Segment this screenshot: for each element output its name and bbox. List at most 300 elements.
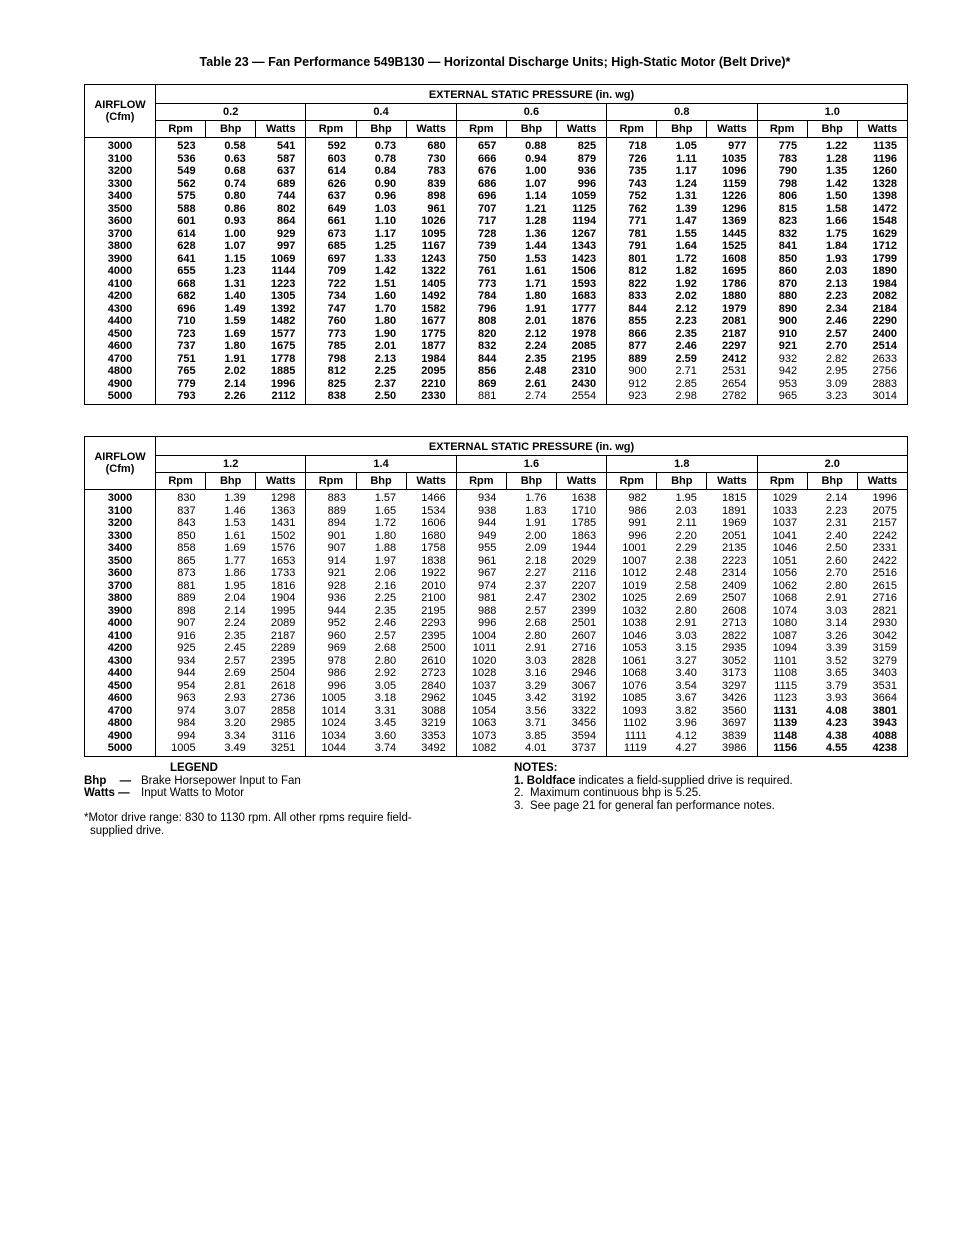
table-cell: 784 <box>478 290 497 302</box>
table-cell: 1984 <box>872 277 897 290</box>
table-cell: 1.42 <box>374 265 397 277</box>
table-row <box>85 353 908 366</box>
table-cell: 1007 <box>622 554 647 567</box>
table-row <box>85 378 908 391</box>
table-cell: 1.44 <box>525 240 547 252</box>
table-cell: 923 <box>628 390 647 402</box>
table-cell: 1996 <box>256 378 306 391</box>
table-cell: 934 <box>478 492 497 504</box>
table-cell: 2242 <box>872 529 897 542</box>
table-cell: 2828 <box>557 655 607 668</box>
table-cell: 2187 <box>256 630 306 643</box>
table-row <box>85 730 908 743</box>
table-cell: 1004 <box>471 629 497 642</box>
table-cell: 1243 <box>406 253 456 266</box>
column-header: Bhp <box>206 473 256 490</box>
table-cell: 1.83 <box>525 504 547 517</box>
table-cell: 1.39 <box>224 492 246 504</box>
table-cell: 1775 <box>406 328 456 341</box>
table-cell: 1111 <box>624 729 647 742</box>
table-cell: 536 <box>177 152 196 165</box>
table-cell: 2.11 <box>676 517 697 529</box>
table-cell: 685 <box>327 240 346 252</box>
table-cell: 1445 <box>707 228 757 241</box>
airflow-header: AIRFLOW (Cfm) <box>85 437 156 490</box>
table-cell: 838 <box>327 390 346 402</box>
table-cell: 2.57 <box>825 327 848 340</box>
table-cell: 0.74 <box>224 177 246 190</box>
table-cell: 1.97 <box>374 554 397 567</box>
table-cell: 709 <box>327 265 346 277</box>
table-cell: 1080 <box>772 617 798 629</box>
table-cell: 1.36 <box>525 227 547 240</box>
table-cell: 3426 <box>707 692 757 705</box>
table-cell: 1.10 <box>374 215 397 227</box>
footnote <box>84 812 476 837</box>
table-cell: 2.85 <box>675 377 697 390</box>
table-cell: 2290 <box>872 315 897 327</box>
table-cell: 1139 <box>773 717 798 729</box>
table-cell: 1025 <box>622 592 647 604</box>
table-row <box>85 742 908 756</box>
table-cell: 1159 <box>707 178 757 191</box>
legend-definition: Input Watts to Motor <box>141 787 245 799</box>
table-cell: 1267 <box>557 228 607 241</box>
table-cell: 2314 <box>707 567 757 580</box>
table-cell: 1.31 <box>224 277 246 290</box>
table-cell: 2.91 <box>525 642 547 654</box>
table-cell: 3986 <box>707 742 757 756</box>
table-cell: 796 <box>478 302 497 315</box>
table-cell: 2293 <box>406 617 456 630</box>
table-cell: 1996 <box>872 492 897 504</box>
table-cell: 735 <box>628 165 647 177</box>
table-cell: 3.60 <box>374 729 397 742</box>
table-cell: 2.81 <box>224 679 246 692</box>
table-cell: 974 <box>478 579 497 592</box>
table-cell: 2310 <box>557 365 607 378</box>
table-cell: 889 <box>177 592 196 604</box>
table-row <box>85 717 908 730</box>
table-cell: 1.57 <box>374 492 397 504</box>
table-cell: 2.46 <box>374 617 397 629</box>
table-cell: 2395 <box>256 655 306 668</box>
table-cell: 781 <box>628 227 647 240</box>
table-cell: 3192 <box>557 692 607 705</box>
table-cell: 2100 <box>406 592 456 605</box>
table-cell: 717 <box>478 215 497 227</box>
table-cell: 960 <box>327 629 346 642</box>
table-cell: 843 <box>177 517 196 529</box>
table-cell: 765 <box>177 365 196 377</box>
table-cell: 2085 <box>557 340 607 353</box>
airflow-cell: 4700 <box>85 705 156 718</box>
table-cell: 1.23 <box>224 265 246 277</box>
table-cell: 3.16 <box>525 667 547 679</box>
table-cell: 3088 <box>406 705 456 718</box>
table-cell: 541 <box>256 138 306 153</box>
table-cell: 1978 <box>557 328 607 341</box>
table-cell: 963 <box>177 692 196 704</box>
table-cell: 1.65 <box>374 504 397 517</box>
table-row <box>85 228 908 241</box>
table-cell: 3.93 <box>825 692 848 704</box>
column-header: Watts <box>707 473 757 490</box>
table-cell: 3159 <box>872 642 897 654</box>
table-cell: 2607 <box>557 630 607 643</box>
table-cell: 2400 <box>872 327 897 340</box>
table-cell: 0.90 <box>374 177 397 190</box>
table-cell: 2883 <box>872 377 897 390</box>
table-cell: 889 <box>327 504 346 517</box>
table-cell: 901 <box>327 529 346 542</box>
table-cell: 1.46 <box>224 504 246 517</box>
table-cell: 2.12 <box>675 302 697 315</box>
table-cell: 1677 <box>406 315 456 328</box>
table-row <box>85 340 908 353</box>
table-cell: 944 <box>478 517 497 529</box>
table-cell: 2.74 <box>525 390 547 402</box>
table-cell: 562 <box>177 177 196 190</box>
airflow-cell: 3100 <box>85 153 156 166</box>
pressure-group-header: 0.4 <box>306 104 456 121</box>
table-cell: 680 <box>406 138 456 153</box>
table-cell: 0.63 <box>224 152 246 165</box>
table-cell: 2.37 <box>374 377 397 390</box>
table-cell: 2.91 <box>675 617 697 629</box>
table-cell: 1629 <box>872 227 897 240</box>
airflow-cell: 4900 <box>85 378 156 391</box>
table-cell: 1093 <box>622 704 647 717</box>
table-cell: 1019 <box>622 579 647 592</box>
table-cell: 907 <box>177 617 196 629</box>
table-cell: 3251 <box>256 742 306 756</box>
table-cell: 2516 <box>872 567 897 579</box>
table-cell: 3.40 <box>675 667 697 679</box>
table-cell: 996 <box>628 529 647 542</box>
table-cell: 2.38 <box>675 554 697 567</box>
notes <box>514 762 914 812</box>
table-cell: 1608 <box>707 253 757 266</box>
table-cell: 3.15 <box>675 642 697 654</box>
table-cell: 881 <box>478 390 497 402</box>
notes-heading: NOTES: <box>514 762 558 774</box>
table-cell: 751 <box>177 352 196 365</box>
table-cell: 850 <box>177 529 196 542</box>
table-cell: 2.29 <box>675 542 697 554</box>
table-cell: 0.96 <box>374 190 397 202</box>
table-cell: 1369 <box>707 215 757 228</box>
airflow-cell: 3100 <box>85 505 156 518</box>
table-cell: 1.92 <box>675 277 697 290</box>
table-cell: 1.76 <box>525 492 547 504</box>
table-cell: 949 <box>478 529 497 542</box>
table-cell: 2.47 <box>525 592 547 604</box>
table-cell: 1033 <box>772 504 798 517</box>
airflow-cell: 3000 <box>85 138 156 153</box>
table-row <box>85 530 908 543</box>
table-row <box>85 303 908 316</box>
pressure-group-header: 1.4 <box>306 456 456 473</box>
table-cell: 1431 <box>256 517 306 530</box>
table-cell: 587 <box>256 153 306 166</box>
table-cell: 1012 <box>622 567 647 579</box>
table-cell: 1838 <box>406 555 456 568</box>
table-cell: 2.23 <box>825 290 848 302</box>
table-cell: 837 <box>177 504 196 517</box>
table-row <box>85 390 908 404</box>
airflow-cell: 3000 <box>85 490 156 505</box>
table-cell: 1094 <box>772 642 798 654</box>
table-cell: 2135 <box>707 542 757 555</box>
table-cell: 1062 <box>772 579 798 592</box>
table-cell: 3.96 <box>675 717 697 729</box>
table-cell: 1.69 <box>224 327 246 340</box>
table-cell: 2985 <box>256 717 306 730</box>
table-cell: 912 <box>628 377 647 390</box>
table-cell: 1.53 <box>525 252 547 265</box>
table-cell: 3116 <box>256 730 306 743</box>
table-cell: 1.53 <box>224 517 246 529</box>
table-cell: 1548 <box>872 215 897 227</box>
table-cell: 2.03 <box>825 265 848 277</box>
table-cell: 2010 <box>406 580 456 593</box>
table-cell: 1.64 <box>675 240 697 252</box>
table-cell: 1260 <box>872 165 897 177</box>
table-cell: 825 <box>557 138 607 153</box>
table-cell: 1135 <box>873 140 897 152</box>
table-cell: 601 <box>177 215 196 227</box>
table-cell: 1119 <box>623 742 647 754</box>
table-cell: 1.91 <box>525 517 547 529</box>
table-cell: 934 <box>177 654 196 667</box>
table-cell: 783 <box>406 165 456 178</box>
table-row <box>85 165 908 178</box>
table-cell: 2.35 <box>224 629 246 642</box>
column-header: Watts <box>406 121 456 138</box>
table-cell: 1082 <box>471 742 497 754</box>
table-cell: 2.35 <box>374 604 397 617</box>
table-cell: 2210 <box>406 378 456 391</box>
table-cell: 1675 <box>256 340 306 353</box>
table-cell: 1001 <box>622 542 647 554</box>
table-cell: 1322 <box>406 265 456 278</box>
table-row <box>85 605 908 618</box>
footnote-line: supplied drive. <box>90 824 165 837</box>
table-cell: 1683 <box>557 290 607 303</box>
table-cell: 1.28 <box>825 152 848 165</box>
column-header: Rpm <box>757 121 807 138</box>
table-cell: 1156 <box>773 742 798 754</box>
table-cell: 2.91 <box>825 592 848 604</box>
table-cell: 2930 <box>872 617 897 629</box>
column-header: Watts <box>857 121 907 138</box>
table-cell: 986 <box>628 504 647 517</box>
table-cell: 823 <box>778 215 798 227</box>
column-header: Watts <box>256 473 306 490</box>
table-cell: 929 <box>256 228 306 241</box>
table-cell: 626 <box>327 177 346 190</box>
table-cell: 812 <box>327 365 346 377</box>
table-cell: 3219 <box>406 717 456 730</box>
table-cell: 1710 <box>557 505 607 518</box>
legend-item-bhp <box>84 775 504 788</box>
table-cell: 1.95 <box>675 492 697 504</box>
table-cell: 3.29 <box>525 679 547 692</box>
table-cell: 961 <box>478 554 497 567</box>
table-cell: 726 <box>628 152 647 165</box>
table-row <box>85 190 908 203</box>
table-cell: 1695 <box>707 265 757 278</box>
table-cell: 722 <box>327 277 346 290</box>
table-cell: 2610 <box>406 655 456 668</box>
table-cell: 3456 <box>557 717 607 730</box>
table-cell: 2615 <box>872 579 897 592</box>
table-cell: 4.08 <box>825 704 848 717</box>
airflow-cell: 3600 <box>85 567 156 580</box>
table-cell: 575 <box>177 190 196 202</box>
table-cell: 1.00 <box>525 165 547 177</box>
table-cell: 1922 <box>406 567 456 580</box>
airflow-cell: 3600 <box>85 215 156 228</box>
table-cell: 996 <box>557 178 607 191</box>
table-cell: 2654 <box>707 378 757 391</box>
table-cell: 3.27 <box>675 654 697 667</box>
table-row <box>85 692 908 705</box>
table-cell: 1392 <box>256 303 306 316</box>
table-cell: 2.59 <box>675 352 697 365</box>
table-cell: 877 <box>628 340 647 352</box>
table-cell: 773 <box>478 277 497 290</box>
table-cell: 1125 <box>557 203 607 216</box>
table-cell: 697 <box>327 252 346 265</box>
table-cell: 775 <box>778 140 798 152</box>
table-cell: 1492 <box>406 290 456 303</box>
table-cell: 2.35 <box>675 327 697 340</box>
table-cell: 2.48 <box>675 567 697 579</box>
table-cell: 1123 <box>773 692 798 704</box>
table-cell: 2051 <box>707 530 757 543</box>
table-cell: 1085 <box>622 692 647 704</box>
table-cell: 0.93 <box>224 215 246 227</box>
fan-performance-table-high-pressure <box>84 436 908 757</box>
table-cell: 1398 <box>872 190 897 202</box>
legend-item-watts <box>84 787 504 800</box>
table-cell: 1059 <box>557 190 607 203</box>
table-cell: 2089 <box>256 617 306 630</box>
table-cell: 1056 <box>772 567 798 579</box>
table-cell: 2.61 <box>525 377 547 390</box>
table-cell: 1777 <box>557 303 607 316</box>
table-cell: 1.51 <box>374 277 397 290</box>
table-cell: 1076 <box>622 679 647 692</box>
table-cell: 661 <box>327 215 346 227</box>
airflow-cell: 3700 <box>85 228 156 241</box>
table-cell: 2.68 <box>525 617 547 629</box>
table-cell: 723 <box>177 327 196 340</box>
table-cell: 1969 <box>707 517 757 530</box>
column-header: Watts <box>557 121 607 138</box>
table-cell: 3014 <box>872 390 897 402</box>
table-cell: 1011 <box>472 642 497 654</box>
airflow-cell: 4900 <box>85 730 156 743</box>
table-cell: 1.22 <box>825 140 848 152</box>
airflow-cell: 4100 <box>85 278 156 291</box>
table-cell: 791 <box>628 240 647 252</box>
table-cell: 2.13 <box>374 352 397 365</box>
column-header: Watts <box>707 121 757 138</box>
airflow-cell: 3200 <box>85 165 156 178</box>
airflow-cell: 4200 <box>85 290 156 303</box>
table-cell: 1.90 <box>374 327 397 340</box>
table-cell: 1.70 <box>374 302 397 315</box>
table-cell: 1096 <box>707 165 757 178</box>
table-cell: 2029 <box>557 555 607 568</box>
table-cell: 969 <box>327 642 346 654</box>
airflow-cell: 4800 <box>85 717 156 730</box>
table-cell: 832 <box>478 340 497 352</box>
table-cell: 1778 <box>256 353 306 366</box>
table-cell: 3.05 <box>374 679 397 692</box>
table-row <box>85 253 908 266</box>
table-cell: 954 <box>177 679 196 692</box>
table-cell: 1223 <box>256 278 306 291</box>
table-cell: 2.26 <box>224 390 246 402</box>
table-cell: 1.49 <box>224 302 246 315</box>
table-cell: 2504 <box>256 667 306 680</box>
table-cell: 1.91 <box>224 352 246 365</box>
table-cell: 2821 <box>872 604 897 617</box>
table-cell: 898 <box>177 604 196 617</box>
table-cell: 2.09 <box>525 542 547 554</box>
pressure-group-header: 0.2 <box>156 104 306 121</box>
table-cell: 1979 <box>707 303 757 316</box>
table-cell: 1880 <box>707 290 757 303</box>
airflow-cell: 4000 <box>85 265 156 278</box>
table-cell: 1.60 <box>374 290 397 302</box>
table-cell: 2.70 <box>825 340 848 352</box>
table-cell: 0.88 <box>525 140 547 152</box>
airflow-cell: 4500 <box>85 328 156 341</box>
table-cell: 1167 <box>406 240 456 253</box>
table-cell: 2.98 <box>675 390 697 402</box>
table-cell: 1.50 <box>825 190 848 202</box>
table-cell: 1.61 <box>525 265 547 277</box>
table-cell: 2618 <box>256 680 306 693</box>
table-cell: 1785 <box>557 517 607 530</box>
table-cell: 850 <box>778 252 798 265</box>
table-cell: 793 <box>177 390 196 402</box>
table-cell: 844 <box>628 302 647 315</box>
table-cell: 2716 <box>872 592 897 604</box>
table-cell: 1.91 <box>525 302 547 315</box>
table-cell: 910 <box>778 327 798 340</box>
table-cell: 1995 <box>256 605 306 618</box>
table-cell: 3.49 <box>224 742 246 754</box>
table-cell: 2.35 <box>525 352 547 365</box>
table-cell: 3403 <box>872 667 897 679</box>
table-cell: 1.17 <box>374 227 397 240</box>
table-cell: 760 <box>327 315 346 327</box>
table-cell: 883 <box>327 492 346 504</box>
table-cell: 2.14 <box>224 377 246 390</box>
airflow-cell: 3300 <box>85 178 156 191</box>
table-cell: 1.00 <box>224 227 246 240</box>
table-cell: 898 <box>406 190 456 203</box>
table-cell: 737 <box>177 340 196 352</box>
table-cell: 2.50 <box>825 542 848 554</box>
table-cell: 2.69 <box>224 667 246 679</box>
